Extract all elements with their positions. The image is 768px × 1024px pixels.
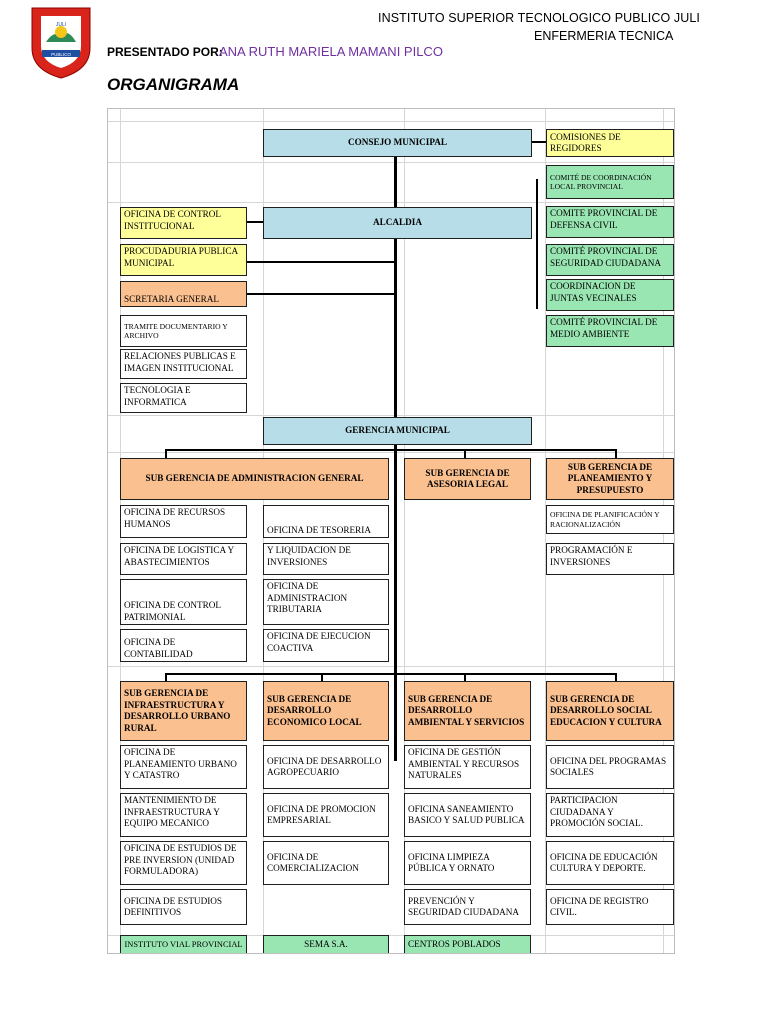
presenter-name: ANA RUTH MARIELA MAMANI PILCO <box>219 44 443 59</box>
box-relaciones-publicas: RELACIONES PUBLICAS E IMAGEN INSTITUCIONAL <box>120 349 247 379</box>
box-recursos-humanos: OFICINA DE RECURSOS HUMANOS <box>120 505 247 538</box>
connector-line <box>321 673 323 681</box>
box-sg-social: SUB GERENCIA DE DESARROLLO SOCIAL EDUCACION Y CULTURA <box>546 681 674 741</box>
grid-line <box>108 162 674 163</box>
connector-line <box>532 141 546 143</box>
logo-band-text: PUBLICO <box>51 52 71 57</box>
box-limpieza-publica: OFICINA LIMPIEZA PÚBLICA Y ORNATO <box>404 841 531 885</box>
connector-line <box>536 179 538 309</box>
box-saneamiento-basico: OFICINA SANEAMIENTO BASICO Y SALUD PUBLICA <box>404 793 531 837</box>
institute-logo <box>28 2 94 80</box>
box-planificacion: OFICINA DE PLANIFICACIÓN Y RACIONALIZACIÓN <box>546 505 674 534</box>
box-comercializacion: OFICINA DE COMERCIALIZACION <box>263 841 389 885</box>
box-sg-ambiental: SUB GERENCIA DE DESARROLLO AMBIENTAL Y SERVICIOS <box>404 681 531 741</box>
box-centros-poblados: CENTROS POBLADOS <box>404 935 531 954</box>
institute-name: INSTITUTO SUPERIOR TECNOLOGICO PUBLICO JULI <box>378 11 700 25</box>
box-ejecucion-coactiva: OFICINA DE EJECUCION COACTIVA <box>263 629 389 662</box>
connector-line <box>464 673 466 681</box>
box-comite-medio-ambiente: COMITÉ PROVINCIAL DE MEDIO AMBIENTE <box>546 315 674 347</box>
connector-line <box>165 449 617 451</box>
box-educacion-cultura: OFICINA DE EDUCACIÓN CULTURA Y DEPORTE. <box>546 841 674 885</box>
grid-line <box>108 452 674 453</box>
box-comite-coordinacion: COMITÉ DE COORDINACIÓN LOCAL PROVINCIAL <box>546 165 674 199</box>
box-planeamiento-urbano: OFICINA DE PLANEAMIENTO URBANO Y CATASTRO <box>120 745 247 789</box>
box-comite-seguridad: COMITÉ PROVINCIAL DE SEGURIDAD CIUDADANA <box>546 244 674 276</box>
box-prevencion-seguridad: PREVENCIÓN Y SEGURIDAD CIUDADANA <box>404 889 531 925</box>
box-comisiones-regidores: COMISIONES DE REGIDORES <box>546 129 674 157</box>
connector-line <box>165 673 617 675</box>
box-consejo-municipal: CONSEJO MUNICIPAL <box>263 129 532 157</box>
box-control-institucional: OFICINA DE CONTROL INSTITUCIONAL <box>120 207 247 239</box>
box-logistica: OFICINA DE LOGISTICA Y ABASTECIMIENTOS <box>120 543 247 575</box>
box-promocion-empresarial: OFICINA DE PROMOCION EMPRESARIAL <box>263 793 389 837</box>
box-sg-asesoria-legal: SUB GERENCIA DE ASESORIA LEGAL <box>404 458 531 500</box>
box-estudios-definitivos: OFICINA DE ESTUDIOS DEFINITIVOS <box>120 889 247 925</box>
box-tecnologia: TECNOLOGIA E INFORMATICA <box>120 383 247 413</box>
box-registro-civil: OFICINA DE REGISTRO CIVIL. <box>546 889 674 925</box>
box-contabilidad: OFICINA DE CONTABILIDAD <box>120 629 247 662</box>
box-estudios-preinversion: OFICINA DE ESTUDIOS DE PRE INVERSION (UNIDAD FORMULADORA) <box>120 841 247 885</box>
box-sg-infraestructura: SUB GERENCIA DE INFRAESTRUCTURA Y DESARROLLO URBANO RURAL <box>120 681 247 741</box>
box-control-patrimonial: OFICINA DE CONTROL PATRIMONIAL <box>120 579 247 625</box>
box-sg-economico: SUB GERENCIA DE DESARROLLO ECONOMICO LOCAL <box>263 681 389 741</box>
presented-label: PRESENTADO POR: <box>107 45 223 59</box>
box-sg-planeamiento: SUB GERENCIA DE PLANEAMIENTO Y PRESUPUESTO <box>546 458 674 500</box>
grid-line <box>108 415 674 416</box>
connector-line <box>245 221 265 223</box>
box-juntas-vecinales: COORDINACION DE JUNTAS VECINALES <box>546 279 674 311</box>
org-chart <box>107 108 675 954</box>
grid-line <box>108 666 674 667</box>
grid-line <box>108 202 674 203</box>
box-instituto-vial: INSTITUTO VIAL PROVINCIAL <box>120 935 247 954</box>
career-name: ENFERMERIA TECNICA <box>534 29 674 43</box>
main-vertical-connector <box>394 157 397 761</box>
box-tesoreria: OFICINA DE TESORERIA <box>263 505 389 538</box>
connector-line <box>245 261 395 263</box>
box-mantenimiento-infraestructura: MANTENIMIENTO DE INFRAESTRUCTURA Y EQUIPO MECANICO <box>120 793 247 837</box>
page-title: ORGANIGRAMA <box>107 75 240 94</box>
box-gestion-ambiental: OFICINA DE GESTIÓN AMBIENTAL Y RECURSOS NATURALES <box>404 745 531 789</box>
box-secretaria-general: SCRETARIA GENERAL <box>120 281 247 307</box>
box-programas-sociales: OFICINA DEL PROGRAMAS SOCIALES <box>546 745 674 789</box>
box-sg-administracion: SUB GERENCIA DE ADMINISTRACION GENERAL <box>120 458 389 500</box>
box-comite-defensa-civil: COMITE PROVINCIAL DE DEFENSA CIVIL <box>546 206 674 238</box>
grid-line <box>108 121 674 122</box>
box-desarrollo-agropecuario: OFICINA DE DESARROLLO AGROPECUARIO <box>263 745 389 789</box>
box-procuraduria: PROCUDADURIA PUBLICA MUNICIPAL <box>120 244 247 276</box>
box-programacion-inversiones: PROGRAMACIÓN E INVERSIONES <box>546 543 674 575</box>
box-tramite-documentario: TRAMITE DOCUMENTARIO Y ARCHIVO <box>120 315 247 347</box>
connector-line <box>615 673 617 681</box>
connector-line <box>245 293 395 295</box>
box-liquidacion-inversiones: Y LIQUIDACION DE INVERSIONES <box>263 543 389 575</box>
box-gerencia-municipal: GERENCIA MUNICIPAL <box>263 417 532 445</box>
logo-text: JULI <box>55 22 67 28</box>
box-participacion-ciudadana: PARTICIPACION CIUDADANA Y PROMOCIÓN SOCIAL. <box>546 793 674 837</box>
box-alcaldia: ALCALDIA <box>263 207 532 239</box>
box-sema: SEMA S.A. <box>263 935 389 954</box>
box-administracion-tributaria: OFICINA DE ADMINISTRACION TRIBUTARIA <box>263 579 389 625</box>
connector-line <box>165 673 167 681</box>
